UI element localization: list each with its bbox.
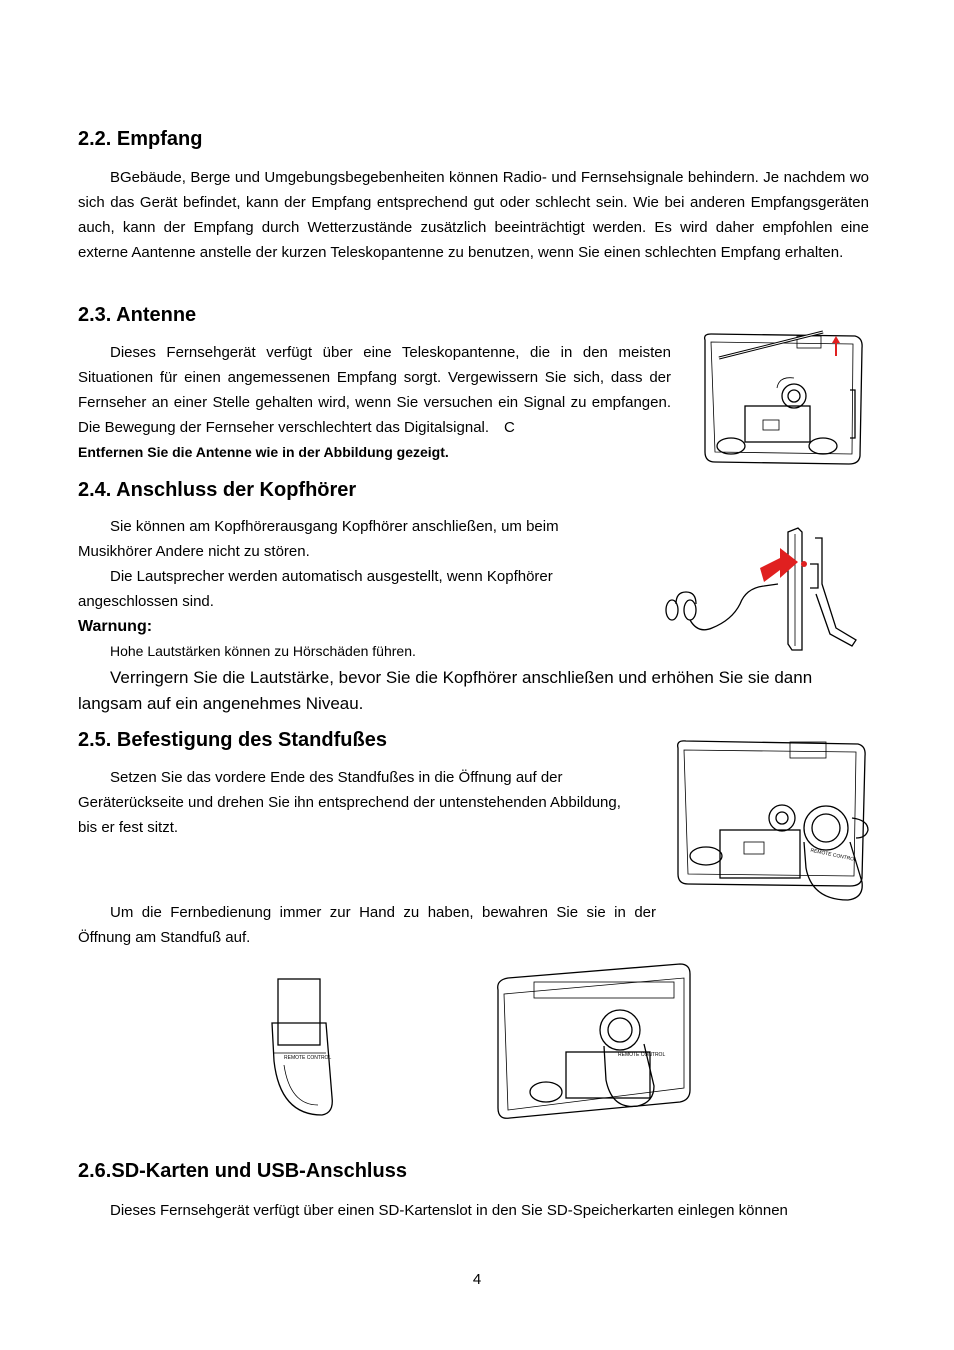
paragraph-kopfhoerer-1: Sie können am Kopfhörerausgang Kopfhörer anschließen, um beim Musikhörer Andere nicht zu stören. <box>78 518 559 560</box>
paragraph-empfang: BGebäude, Berge und Umgebungsbegebenheiten können Radio- und Fernsehsignale behindern. Je nachdem wo sich das Gerät befindet, kann der Empfang entsprechend gut oder schlecht sein. Wie bei anderen Empfangsgeräten auch, kann der Empfang durch Wetterzustände zusätzlich beeinträchtigt werden. Es wird daher empfohlen eine externe Aantenne anstelle der kurzen Teleskopantenne zu benutzen, wenn Sie einen schlechten Empfang erhalten. <box>78 169 869 261</box>
heading-antenne: 2.3. Antenne <box>78 304 197 326</box>
page-number: 4 <box>472 1271 482 1288</box>
headphone-figure <box>660 524 860 654</box>
heading-standfuss: 2.5. Befestigung des Standfußes <box>78 729 387 751</box>
paragraph-kopfhoerer-2: Die Lautsprecher werden automatisch ausgestellt, wenn Kopfhörer angeschlossen sind. <box>78 568 553 610</box>
paragraph-kopfhoerer-advice: Verringern Sie die Lautstärke, bevor Sie die Kopfhörer anschließen und erhöhen Sie sie dann langsam auf ein angenehmes Niveau. <box>78 668 813 713</box>
paragraph-sdkarten: Dieses Fernsehgerät verfügt über einen SD-Kartenslot in den Sie SD-Speicherkarten einlegen können <box>110 1202 788 1219</box>
heading-kopfhoerer: 2.4. Anschluss der Kopfhörer <box>78 479 357 501</box>
paragraph-standfuss: Setzen Sie das vordere Ende des Standfußes in die Öffnung auf der Geräterückseite und drehen Sie ihn entsprechend der untenstehenden Abbildung, bis er fest sitzt. <box>78 769 621 836</box>
stand-label-top: REMOTE CONTROL <box>809 847 858 864</box>
stand-attach-figure <box>672 738 872 904</box>
paragraph-antenne: Dieses Fernsehgerät verfügt über eine Teleskopantenne, die in den meisten Situationen für einen angemessenen Empfang sorgt. Vergewissern Sie sich, dass der Fernseher an einer Stelle gehalten wird, wenn Sie versuchen ein Signal zu empfangen. Die Bewegung der Fernseher verschlechtert das Digitalsignal. C <box>78 344 671 436</box>
stand-mounted-figure <box>494 960 694 1122</box>
heading-empfang: 2.2. Empfang <box>78 128 203 150</box>
heading-sdkarten: 2.6.SD-Karten und USB-Anschluss <box>78 1160 407 1182</box>
warning-text: Hohe Lautstärken können zu Hörschäden führen. <box>110 643 416 659</box>
stand-remote-figure <box>266 975 342 1119</box>
antenna-figure <box>697 328 865 468</box>
stand-label-mounted: REMOTE CONTROL <box>618 1052 666 1058</box>
stand-label-bottom: REMOTE CONTROL <box>284 1055 332 1061</box>
paragraph-remote: Um die Fernbedienung immer zur Hand zu haben, bewahren Sie sie in der Öffnung am Standfuß auf. <box>78 904 656 946</box>
warning-label: Warnung: <box>78 618 153 635</box>
antenne-bold-note: Entfernen Sie die Antenne wie in der Abbildung gezeigt. <box>78 444 449 460</box>
